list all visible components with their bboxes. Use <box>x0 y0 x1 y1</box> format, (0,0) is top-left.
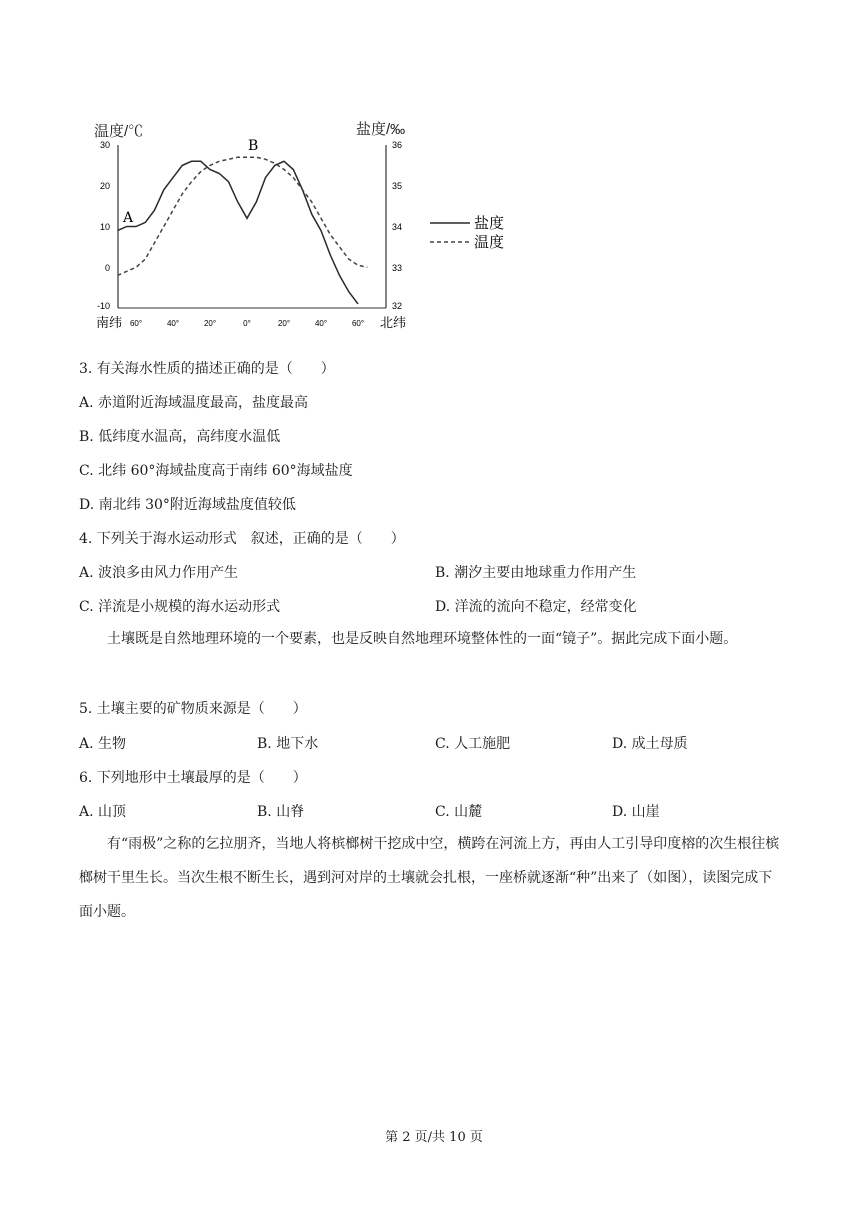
question-5-option-a: A. 生物 <box>79 736 127 752</box>
legend-temperature-label: 温度 <box>474 234 505 251</box>
question-3-option-d: D. 南北纬 30°附近海域盐度值较低 <box>79 497 296 513</box>
x-tick-label: 40° <box>314 319 328 328</box>
question-6-option-d: D. 山崖 <box>612 804 660 820</box>
right-axis-label: 盐度/‰ <box>356 121 406 138</box>
question-6-option-c: C. 山麓 <box>435 804 483 820</box>
question-6-stem: 6. 下列地形中土壤最厚的是（ ） <box>79 770 307 786</box>
question-6-option-b: B. 山脊 <box>257 804 305 820</box>
x-tick-label: 60° <box>351 319 365 328</box>
question-5-stem: 5. 土壤主要的矿物质来源是（ ） <box>79 701 307 717</box>
question-3-option-a: A. 赤道附近海域温度最高，盐度最高 <box>79 395 309 411</box>
x-tick-label: 南纬 <box>96 315 123 330</box>
right-tick-label: 32 <box>392 301 403 311</box>
salinity-series-line <box>118 161 359 304</box>
left-tick-label: 30 <box>99 140 110 150</box>
right-tick-label: 36 <box>392 140 403 150</box>
left-tick-label: 10 <box>99 222 110 232</box>
point-label-b: B <box>248 138 259 154</box>
root-bridge-intro-paragraph: 有“雨极”之称的乞拉朋齐，当地人将槟榔树干挖成中空，横跨在河流上方，再由人工引导印度榕的次生根往槟榔树干里生长。当次生根不断生长，遇到河对岸的土壤就会扎根，一座桥就逐渐“种”出来了（如图），读图完成下面小题。 <box>79 836 780 920</box>
question-3-option-c: C. 北纬 60°海域盐度高于南纬 60°海域盐度 <box>79 463 353 479</box>
question-4-option-b: B. 潮汐主要由地球重力作用产生 <box>435 565 637 581</box>
question-4-option-a: A. 波浪多由风力作用产生 <box>79 565 239 581</box>
left-tick-label: -10 <box>96 301 110 311</box>
question-3-stem: 3. 有关海水性质的描述正确的是（ ） <box>79 361 335 377</box>
salinity-temperature-chart <box>88 112 528 337</box>
question-4-stem: 4. 下列关于海水运动形式 叙述，正确的是（ ） <box>79 531 405 547</box>
x-tick-label: 20° <box>277 319 291 328</box>
left-axis-label: 温度/℃ <box>94 123 144 140</box>
question-4-option-c: C. 洋流是小规模的海水运动形式 <box>79 599 281 615</box>
x-tick-label: 20° <box>203 319 217 328</box>
question-5-option-b: B. 地下水 <box>257 736 319 752</box>
x-tick-label: 北纬 <box>380 315 407 330</box>
page-footer: 第 2 页/共 10 页 <box>385 1130 483 1145</box>
left-tick-label: 0 <box>104 263 110 273</box>
x-tick-label: 0° <box>243 319 251 328</box>
legend-salinity-label: 盐度 <box>474 215 505 232</box>
right-tick-label: 35 <box>392 181 403 191</box>
x-tick-label: 40° <box>166 319 180 328</box>
x-tick-label: 60° <box>129 319 143 328</box>
right-tick-label: 33 <box>392 263 403 273</box>
question-6-option-a: A. 山顶 <box>79 804 127 820</box>
question-5-option-c: C. 人工施肥 <box>435 736 511 752</box>
left-tick-label: 20 <box>99 181 110 191</box>
question-5-option-d: D. 成土母质 <box>612 736 688 752</box>
temperature-series-line <box>118 157 368 275</box>
soil-intro-paragraph: 土壤既是自然地理环境的一个要素，也是反映自然地理环境整体性的一面“镜子”。据此完成下面小题。 <box>107 631 738 647</box>
right-tick-label: 34 <box>392 222 403 232</box>
question-4-option-d: D. 洋流的流向不稳定，经常变化 <box>435 599 637 615</box>
question-3-option-b: B. 低纬度水温高，高纬度水温低 <box>79 429 281 445</box>
point-label-a: A <box>123 210 134 226</box>
